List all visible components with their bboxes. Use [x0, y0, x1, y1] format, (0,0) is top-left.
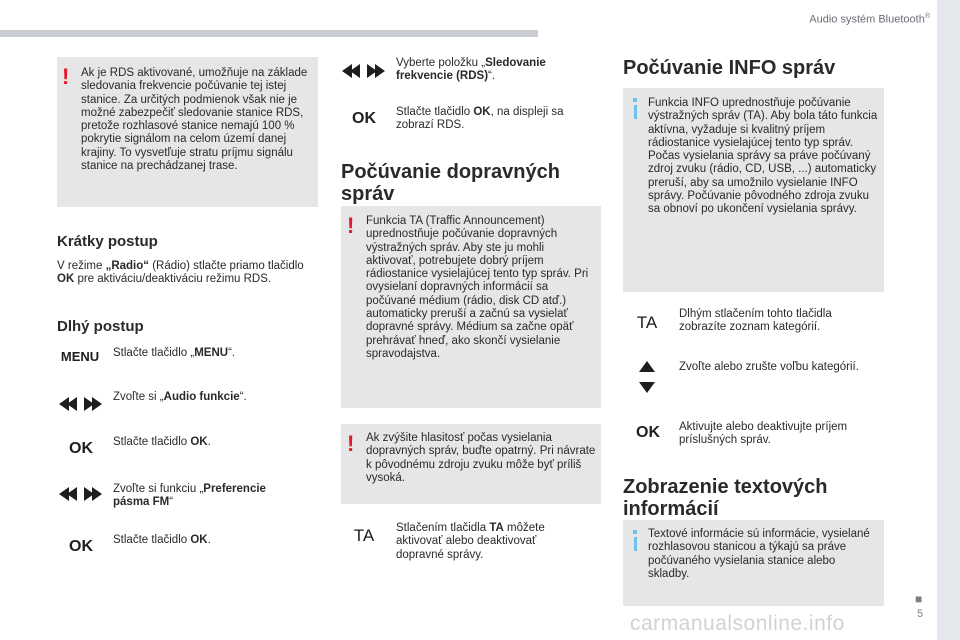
rds-warning-text: Ak je RDS aktivované, umožňuje na základe sledovania frekvencie počúvanie tej istej stanice. Za určitých podmienok však nie je možné zabezpečiť sledovanie stanice RDS, pretože rozhlasové stanice nemajú 100 % pokrytie signálom na celom území danej krajiny. To vysvetľuje stratu príjmu signálu stanice na prechádzanej trase.	[81, 67, 308, 173]
rds-warning-box	[57, 57, 318, 207]
traffic-section-title: Počúvanie dopravných správ	[341, 161, 560, 205]
long-step-4: Zvoľte si funkciu „Preferencie pásma FM“	[113, 483, 266, 509]
rds-step-select: Vyberte položku „Sledovanie frekvencie (RDS)“.	[396, 57, 546, 83]
info-icon	[633, 530, 637, 534]
ok-button-icon: OK	[636, 424, 660, 441]
ta-long-press-text: Dlhým stlačením tohto tlačidla zobrazíte zoznam kategórií.	[679, 308, 832, 334]
warning-icon: !	[347, 213, 355, 238]
info-section-title: Počúvanie INFO správ	[623, 57, 836, 79]
volume-warning-text: Ak zvýšite hlasitosť počas vysielania dopravných správ, buďte opatrný. Pri návrate k pôvodnému zdroju zvuku môže byť príliš vysoká.	[366, 432, 596, 484]
long-step-1: Stlačte tlačidlo „MENU“.	[113, 347, 236, 359]
info-text: Funkcia INFO uprednostňuje počúvanie výstražných správ (TA). Aby bola táto funkcia aktívna, vyžaduje si kvalitný príjem rádiostanice vysielajúcej tento typ správ. Počas vysielania správy sa práve počúvaný zdroj zvuku (rádio, CD, USB, ...) automaticky preruší, aby sa umožnilo vysielanie INFO správy. Počúvanie pôvodného zdroja zvuku sa obnoví po ukončení vysielania správy.	[648, 97, 878, 216]
left-right-arrows-icon	[342, 64, 385, 78]
traffic-warning-text: Funkcia TA (Traffic Announcement) uprednostňuje počúvanie dopravných výstražných správ. Aby ste ju mohli aktivovať, potrebujete dobrý príjem rádiostanice vysielajúcej tento typ správ. Pri ovysielaní dopravných informácií sa počúvané médium (rádio, disk CD atď.) automaticky preruší a začnú sa vysielať dopravné správy. Médium sa začne opäť prehrávať hneď, ako skončí vysielanie spravodajstva.	[366, 215, 589, 360]
warning-icon: !	[62, 64, 70, 89]
text-info-box	[623, 520, 884, 606]
ta-toggle-text: Stlačením tlačidla TA môžete aktivovať alebo deaktivovať dopravné správy.	[396, 522, 545, 561]
ok-button-icon: OK	[69, 440, 93, 457]
text-info-section-title: Zobrazenie textových informácií	[623, 476, 828, 520]
long-step-3: Stlačte tlačidlo OK.	[113, 436, 211, 448]
text-info-text: Textové informácie sú informácie, vysielané rozhlasovou stanicou a týkajú sa práve počúvaného vysielania stanice alebo skladby.	[648, 528, 870, 580]
info-icon-bar	[634, 537, 637, 551]
ta-button-icon: TA	[636, 313, 658, 332]
up-down-arrows-icon	[638, 361, 656, 395]
info-icon	[633, 98, 637, 102]
long-procedure-title: Dlhý postup	[57, 318, 144, 335]
long-step-5: Stlačte tlačidlo OK.	[113, 534, 211, 546]
left-right-arrows-icon	[59, 487, 102, 501]
short-procedure-title: Krátky postup	[57, 233, 158, 250]
warning-icon: !	[347, 431, 355, 456]
short-procedure-text: V režime „Radio“ (Rádio) stlačte priamo tlačidlo OK pre aktiváciu/deaktiváciu režimu RDS.	[57, 260, 304, 286]
long-step-2: Zvoľte si „Audio funkcie“.	[113, 391, 247, 403]
watermark: carmanualsonline.info	[630, 612, 845, 635]
page-number: 5	[917, 608, 924, 620]
ok-activate-text: Aktivujte alebo deaktivujte príjem príslušných správ.	[679, 421, 848, 447]
volume-warning-box	[341, 424, 601, 504]
left-right-arrows-icon	[59, 397, 102, 411]
rds-step-confirm: Stlačte tlačidlo OK, na displeji sa zobrazí RDS.	[396, 106, 564, 132]
info-box	[623, 88, 884, 292]
page-marker: ■	[915, 592, 923, 606]
menu-button-icon: MENU	[60, 349, 100, 364]
ok-button-icon: OK	[352, 110, 376, 127]
header-bar	[0, 30, 538, 37]
ta-button-icon: TA	[353, 526, 375, 545]
traffic-warning-box	[341, 206, 601, 408]
ok-button-icon: OK	[69, 538, 93, 555]
page-header-title: Audio systém Bluetooth®	[809, 13, 930, 26]
right-margin-bar	[937, 0, 960, 640]
info-icon-bar	[634, 105, 637, 119]
category-select-text: Zvoľte alebo zrušte voľbu kategórií.	[679, 361, 859, 373]
